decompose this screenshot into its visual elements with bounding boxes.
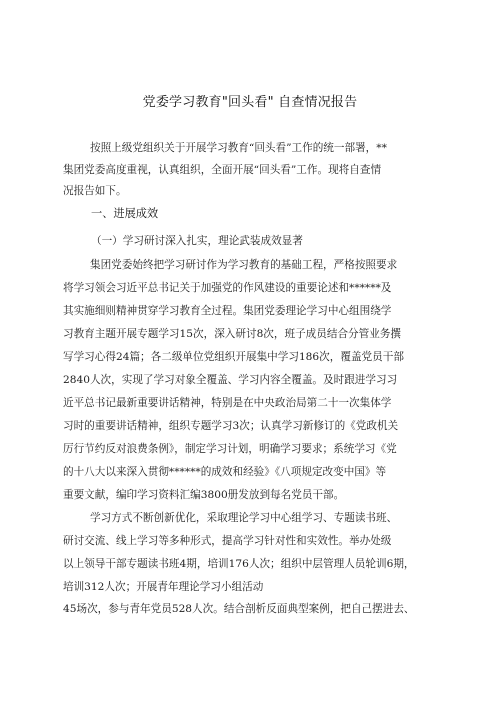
paragraph-line: 2840人次，实现了学习对象全覆盖、学习内容全覆盖。及时跟进学习习 (63, 374, 398, 386)
paragraph-line: 写学习心得24篇；各二级单位党组织开展集中学习186次，覆盖党员干部 (63, 351, 404, 363)
paragraph-line: 习教育主题开展专题学习15次，深入研讨8次，班子成员结合分管业务撰 (63, 328, 402, 340)
intro-line: 按照上级党组织关于开展学习教育“回头看”工作的统一部署，** (90, 142, 387, 154)
paragraph-line: 其实施细则精神贯穿学习教育全过程。集团党委理论学习中心组围绕学 (63, 305, 392, 317)
paragraph-line: 重要文献，编印学习资料汇编3800册发放到每名党员干部。 (63, 489, 345, 501)
subsection-heading: （一）学习研讨深入扎实，理论武装成效显著 (91, 235, 303, 247)
paragraph-line: 研讨交流、线上学习等多种形式，提高学习针对性和实效性。举办处级 (63, 535, 392, 547)
intro-line: 况报告如下。 (63, 185, 127, 197)
document-title: 党委学习教育"回头看" 自查情况报告 (142, 95, 358, 110)
paragraph-line: 集团党委始终把学习研讨作为学习教育的基础工程，严格按照要求 (90, 259, 398, 271)
paragraph-line: 将学习领会习近平总书记关于加强党的作风建设的重要论述和******及 (63, 282, 392, 294)
paragraph-line: 学习方式不断创新优化，采取理论学习中心组学习、专题读书班、 (90, 512, 398, 524)
intro-line: 集团党委高度重视，认真组织，全面开展“回头看”工作。现将自查情 (63, 164, 382, 176)
paragraph-line: 近平总书记最新重要讲话精神，特别是在中央政治局第二十一次集体学 (63, 397, 392, 409)
paragraph-line: 的十八大以来深入贯彻******的成效和经验》《八项规定改变中国》等 (63, 466, 387, 478)
paragraph-line: 习时的重要讲话精神，组织专题学习3次；认真学习新修订的《党政机关 (63, 420, 399, 432)
paragraph-line: 培训312人次；开展青年理论学习小组活动 (63, 581, 264, 593)
paragraph-line: 厉行节约反对浪费条例》，制定学习计划，明确学习要求；系统学习《党 (63, 443, 397, 455)
paragraph-line: 以上领导干部专题读书班4期，培训176人次；组织中层管理人员轮训6期， (63, 558, 415, 570)
section-heading: 一、进展成效 (91, 207, 159, 220)
paragraph-line: 45场次，参与青年党员528人次。结合剖析反面典型案例，把自己摆进去、 (63, 603, 415, 615)
